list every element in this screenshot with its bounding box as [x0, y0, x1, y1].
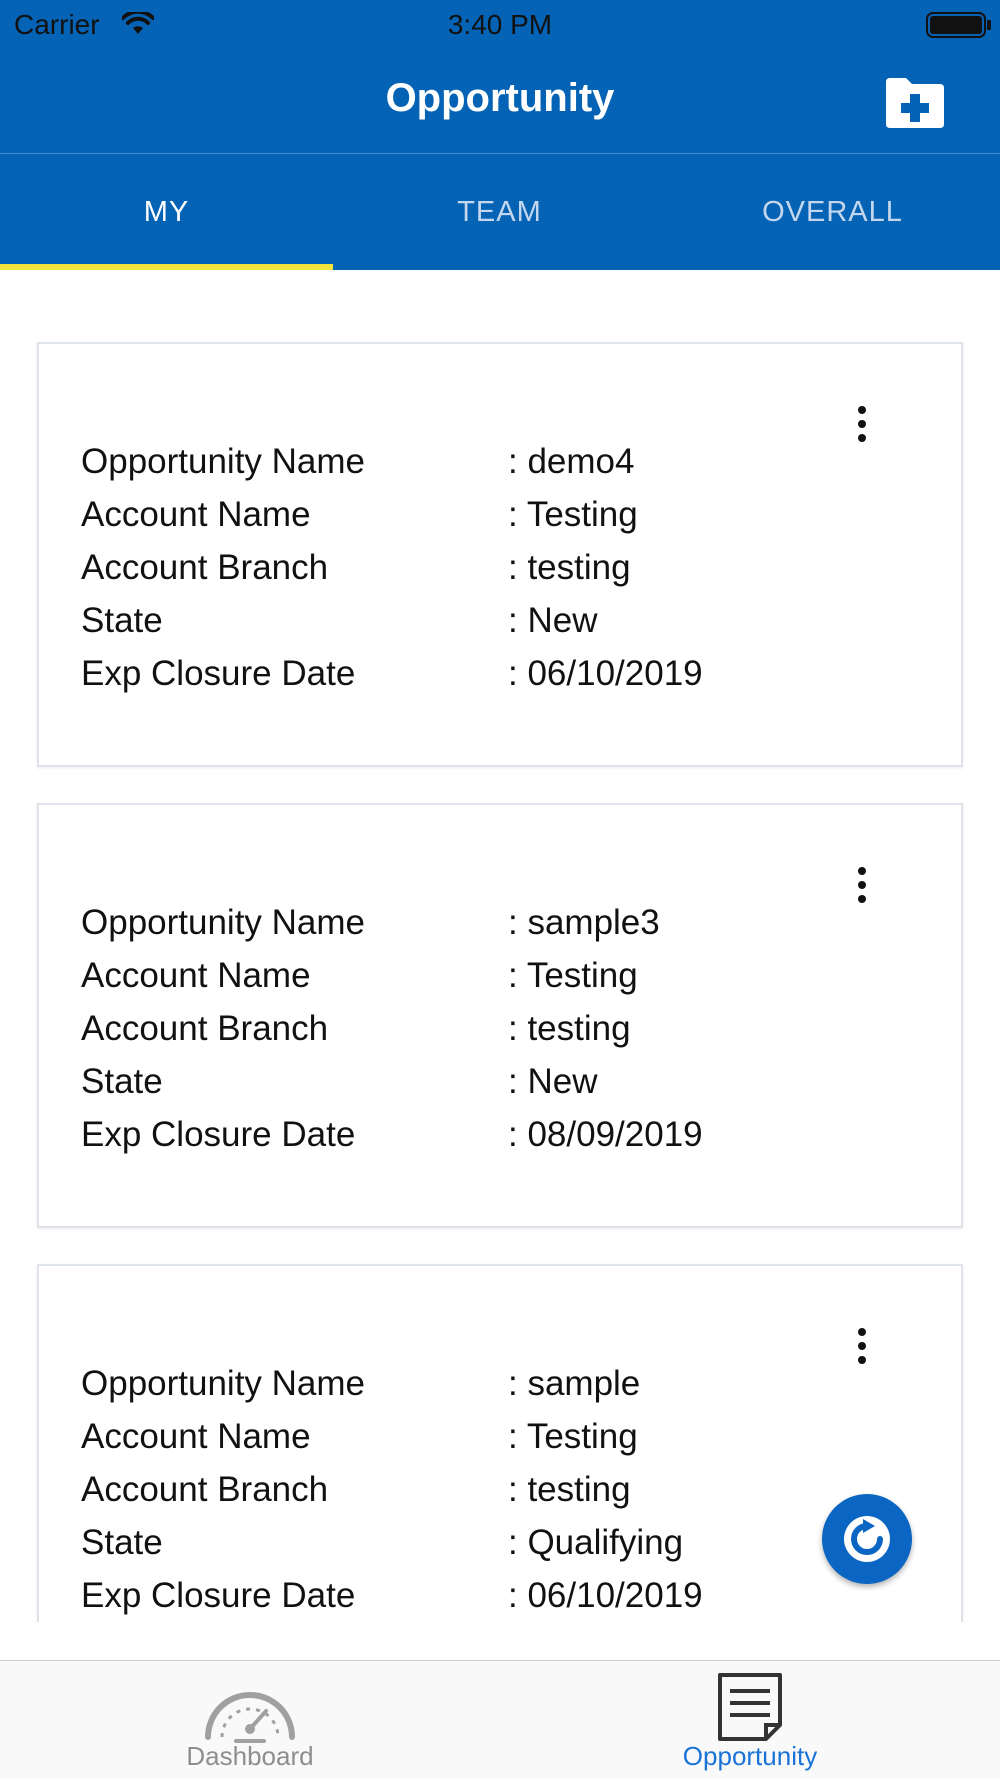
- field-account-branch: [81, 1470, 941, 1520]
- more-options-icon[interactable]: [850, 402, 874, 446]
- field-state: [81, 1062, 941, 1112]
- more-options-icon[interactable]: [850, 1324, 874, 1368]
- tab-team[interactable]: TEAM: [457, 195, 542, 228]
- field-account-branch: [81, 1009, 941, 1059]
- field-account-name: [81, 956, 941, 1006]
- field-exp-closure-date: [81, 1115, 941, 1165]
- field-label: State: [81, 1523, 163, 1562]
- field-account-name: [81, 495, 941, 545]
- field-value: : 06/10/2019: [508, 1576, 703, 1615]
- tab-my[interactable]: MY: [143, 195, 190, 228]
- field-state: [81, 601, 941, 651]
- field-value: : Testing: [508, 1417, 638, 1456]
- field-label: State: [81, 601, 163, 640]
- tab-overall[interactable]: OVERALL: [762, 195, 903, 228]
- note-icon: [700, 1667, 800, 1747]
- refresh-button[interactable]: [822, 1494, 912, 1584]
- field-opportunity-name: [81, 903, 941, 953]
- more-options-icon[interactable]: [850, 863, 874, 907]
- field-label: Account Name: [81, 956, 311, 995]
- clock: 3:40 PM: [447, 9, 553, 40]
- field-label: Account Branch: [81, 548, 329, 587]
- tabbar-label: Dashboard: [186, 1741, 314, 1771]
- field-label: Exp Closure Date: [81, 1115, 356, 1154]
- field-account-branch: [81, 548, 941, 598]
- opportunity-card[interactable]: [37, 803, 963, 1228]
- refresh-icon: [837, 1509, 897, 1569]
- field-label: Opportunity Name: [81, 1364, 366, 1403]
- field-label: Account Branch: [81, 1009, 329, 1048]
- bottom-tab-bar: [0, 1660, 1000, 1778]
- opportunity-list[interactable]: [0, 270, 1000, 1622]
- field-opportunity-name: [81, 442, 941, 492]
- field-value: : Testing: [508, 495, 638, 534]
- field-label: Exp Closure Date: [81, 1576, 356, 1615]
- opportunity-card[interactable]: [37, 342, 963, 767]
- speedometer-icon: [200, 1667, 300, 1747]
- tabbar-item-opportunity[interactable]: [500, 1661, 1000, 1778]
- opportunity-card[interactable]: [37, 1264, 963, 1622]
- tabbar-label: Opportunity: [682, 1741, 818, 1771]
- field-value: : testing: [508, 1470, 631, 1509]
- status-bar: [0, 0, 1000, 50]
- field-value: : 06/10/2019: [508, 654, 703, 693]
- field-label: Exp Closure Date: [81, 654, 356, 693]
- field-label: State: [81, 1062, 163, 1101]
- field-account-name: [81, 1417, 941, 1467]
- add-opportunity-button[interactable]: [882, 74, 948, 130]
- field-value: : sample3: [508, 903, 660, 942]
- tabbar-item-dashboard[interactable]: [0, 1661, 500, 1778]
- field-value: : New: [508, 1062, 598, 1101]
- field-value: : Testing: [508, 956, 638, 995]
- field-value: : demo4: [508, 442, 635, 481]
- field-value: : sample: [508, 1364, 641, 1403]
- app-header: [0, 0, 1000, 270]
- field-opportunity-name: [81, 1364, 941, 1414]
- field-value: : New: [508, 601, 598, 640]
- field-label: Opportunity Name: [81, 903, 366, 942]
- field-value: : testing: [508, 1009, 631, 1048]
- field-value: : Qualifying: [508, 1523, 684, 1562]
- field-label: Account Name: [81, 1417, 311, 1456]
- page-title: Opportunity: [385, 76, 615, 120]
- folder-plus-icon: [882, 74, 948, 130]
- field-exp-closure-date: [81, 1576, 941, 1622]
- battery-icon: [926, 12, 992, 38]
- field-value: : testing: [508, 548, 631, 587]
- field-state: [81, 1523, 941, 1573]
- field-label: Account Branch: [81, 1470, 329, 1509]
- field-label: Account Name: [81, 495, 311, 534]
- field-label: Opportunity Name: [81, 442, 366, 481]
- field-exp-closure-date: [81, 654, 941, 704]
- carrier-label: Carrier: [14, 9, 100, 40]
- field-value: : 08/09/2019: [508, 1115, 703, 1154]
